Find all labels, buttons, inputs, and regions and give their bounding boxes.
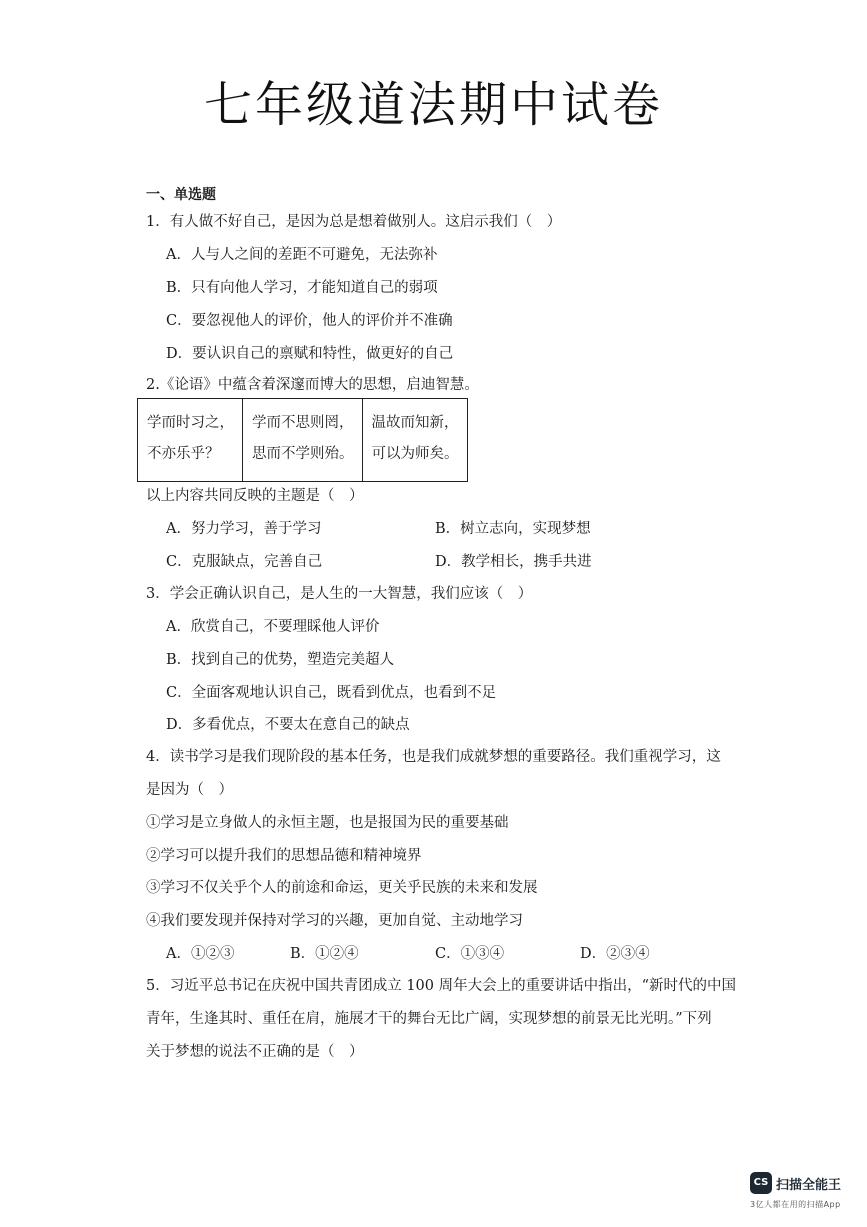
question-3-option-c: C．全面客观地认识自己，既看到优点，也看到不足	[166, 685, 497, 701]
question-1-option-d: D．要认识自己的禀赋和特性，做更好的自己	[166, 346, 454, 362]
question-1-option-b: B．只有向他人学习，才能知道自己的弱项	[166, 280, 438, 296]
question-4-option-c: C．①③④	[435, 946, 505, 962]
quote-3-line-1: 温故而知新，	[371, 415, 459, 431]
question-4-statement-2: ②学习可以提升我们的思想品德和精神境界	[146, 848, 422, 864]
question-3-option-a: A．欣赏自己，不要理睬他人评价	[166, 619, 380, 635]
quote-1-line-1: 学而时习之，	[147, 415, 234, 431]
quote-3-line-2: 可以为师矣。	[371, 446, 459, 462]
question-4-option-a: A．①②③	[166, 946, 235, 962]
camscanner-logo-icon: CS	[750, 1172, 772, 1194]
scanner-watermark	[750, 1172, 854, 1214]
quote-2-line-1: 学而不思则罔，	[252, 415, 354, 431]
question-5-line-2: 青年，生逢其时、重任在肩，施展才干的舞台无比广阔，实现梦想的前景无比光明。”下列	[146, 1011, 712, 1027]
watermark-app-name: 扫描全能王	[776, 1178, 842, 1193]
question-3-option-b: B．找到自己的优势，塑造完美超人	[166, 652, 395, 668]
watermark-tagline: 3亿人都在用的扫描App	[750, 1200, 841, 1209]
question-4-option-b: B．①②④	[290, 946, 359, 962]
question-4-statement-4: ④我们要发现并保持对学习的兴趣，更加自觉、主动地学习	[146, 913, 523, 929]
quote-cell-3	[362, 399, 467, 482]
question-2-stem: 2.《论语》中蕴含着深邃而博大的思想，启迪智慧。	[146, 377, 479, 393]
question-1-option-c: C．要忽视他人的评价，他人的评价并不准确	[166, 313, 453, 329]
question-5-line-1: 5．习近平总书记在庆祝中国共青团成立 100 周年大会上的重要讲话中指出，“新时代的中国	[146, 978, 737, 994]
question-2-option-d: D．教学相长，携手共进	[435, 554, 592, 570]
question-5-line-3: 关于梦想的说法不正确的是（ ）	[146, 1044, 364, 1060]
question-2-question: 以上内容共同反映的主题是（ ）	[146, 488, 364, 504]
question-1-stem: 1．有人做不好自己，是因为总是想着做别人。这启示我们（ ）	[146, 214, 562, 230]
question-2-option-b: B．树立志向，实现梦想	[435, 521, 591, 537]
page-title: 七年级道法期中试卷	[203, 77, 663, 133]
question-4-option-d: D．②③④	[580, 946, 650, 962]
question-4-stem-line-2: 是因为（ ）	[146, 782, 233, 798]
quote-cell-2	[243, 399, 363, 482]
question-4-statement-1: ①学习是立身做人的永恒主题，也是报国为民的重要基础	[146, 815, 509, 831]
question-4-stem-line-1: 4．读书学习是我们现阶段的基本任务，也是我们成就梦想的重要路径。我们重视学习，这	[146, 749, 721, 765]
quote-cell-1	[138, 399, 243, 482]
question-3-option-d: D．多看优点，不要太在意自己的缺点	[166, 717, 410, 733]
section-heading: 一、单选题	[146, 187, 216, 203]
analects-quote-table	[137, 398, 468, 482]
quote-2-line-2: 思而不学则殆。	[252, 446, 354, 462]
question-2-option-c: C．克服缺点，完善自己	[166, 554, 323, 570]
question-4-statement-3: ③学习不仅关乎个人的前途和命运，更关乎民族的未来和发展	[146, 880, 538, 896]
question-3-stem: 3．学会正确认识自己，是人生的一大智慧，我们应该（ ）	[146, 586, 533, 602]
quote-1-line-2: 不亦乐乎？	[147, 446, 220, 462]
question-2-option-a: A．努力学习，善于学习	[166, 521, 322, 537]
question-1-option-a: A．人与人之间的差距不可避免，无法弥补	[166, 247, 438, 263]
